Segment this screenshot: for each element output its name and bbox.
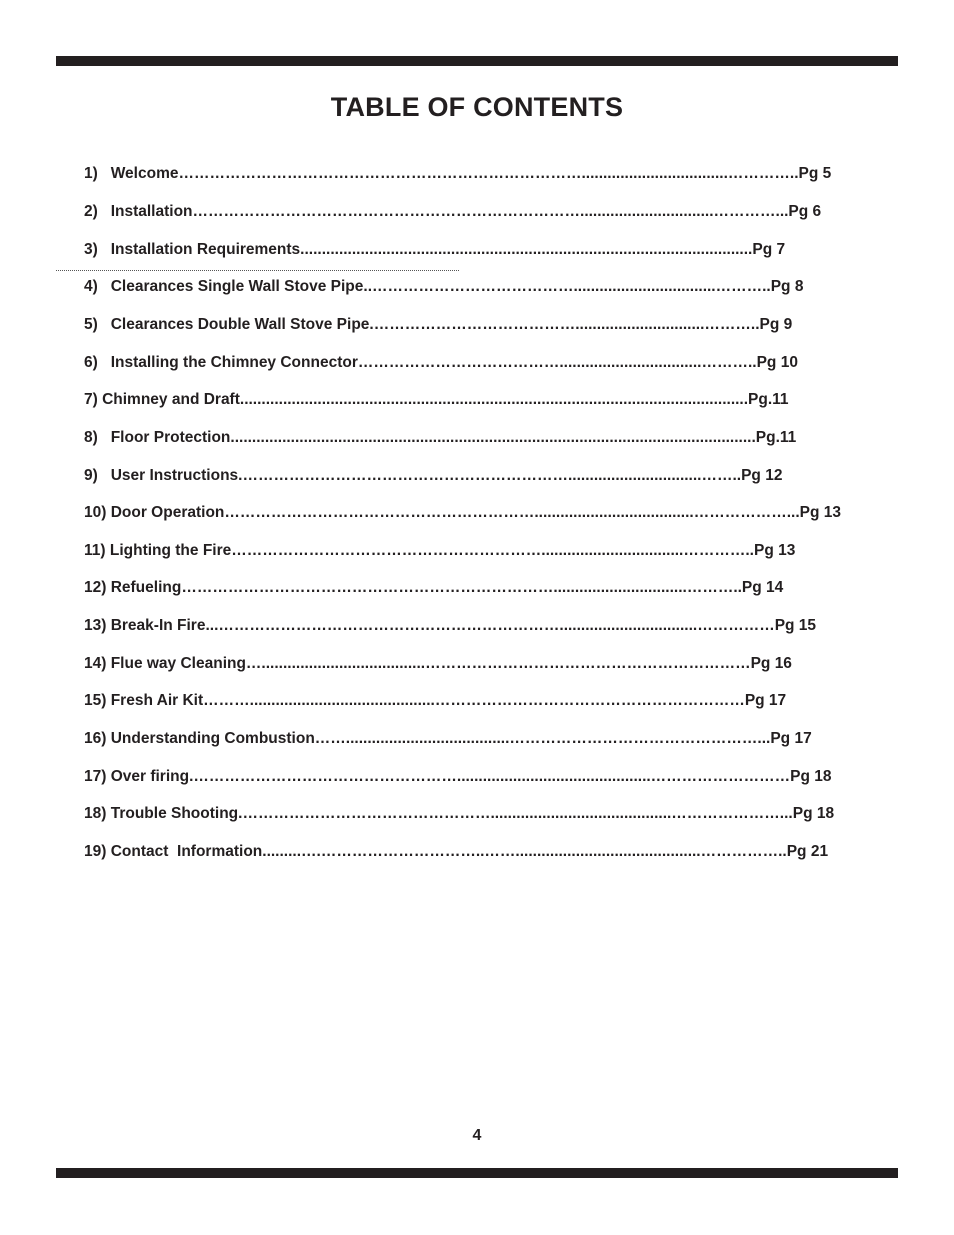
toc-entry-text: 8) Floor Protection..........................................................................................................................Pg.11 — [84, 429, 797, 446]
toc-entry-clearances-single-wall[interactable] — [84, 277, 863, 297]
toc-entry-understanding-combustion[interactable] — [84, 729, 883, 749]
toc-entry-text: 2) Installation…………………………………………………………………...............................…………...Pg 6 — [84, 203, 822, 220]
toc-entry-text: 17) Over firing.…………………………………………….............................................………………………Pg 18 — [84, 768, 832, 785]
toc-entry-lighting-fire[interactable] — [84, 541, 880, 561]
toc-entry-floor-protection[interactable] — [84, 428, 876, 448]
toc-entry-over-firing[interactable] — [84, 767, 884, 787]
toc-entry-text: 12) Refueling………………………………………………………………...............................………..Pg 14 — [84, 579, 784, 596]
toc-entry-text: 1) Welcome……………………………………………………………………..................................…………..Pg 5 — [84, 165, 832, 182]
toc-entry-chimney-draft[interactable] — [84, 390, 873, 410]
toc-entry-text: 11) Lighting the Fire…………………………………………………….................................…………..Pg 13 — [84, 542, 796, 559]
toc-entry-text: 5) Clearances Double Wall Stove Pipe.…………………………………..............................………..Pg 9 — [84, 316, 793, 333]
toc-entry-text: 13) Break-In Fire...…………………………………………………………................................……………Pg 15 — [84, 617, 817, 634]
toc-entry-text: 14) Flue way Cleaning…......................................………………………………………………………Pg 16 — [84, 655, 792, 672]
toc-entry-text: 9) User Instructions.………………………………………………………...............................……..Pg 12 — [84, 467, 783, 484]
toc-entry-text: 19) Contact Information.........….…………………………..……...........................................……………..Pg 21 — [84, 843, 829, 860]
toc-entry-contact-information[interactable] — [84, 842, 884, 862]
bottom-rule — [56, 1168, 898, 1178]
toc-entry-flue-way-cleaning[interactable] — [84, 654, 878, 674]
toc-entry-chimney-connector[interactable] — [84, 353, 874, 373]
toc-entry-text: 10) Door Operation…………………………………………………….....................................………………...Pg 13 — [84, 504, 841, 521]
toc-entry-user-instructions[interactable] — [84, 466, 884, 486]
page-number: 4 — [472, 1127, 482, 1144]
toc-entry-text: 4) Clearances Single Wall Stove Pipe..………………………………….................................………..Pg 8 — [84, 278, 804, 295]
toc-entry-refueling[interactable] — [84, 578, 880, 598]
toc-entry-break-in-fire[interactable] — [84, 616, 882, 636]
toc-entry-text: 15) Fresh Air Kit………...........................................……………………………………………………Pg 17 — [84, 692, 787, 709]
toc-entry-text: 18) Trouble Shooting.…………………………………………..........................................…………………...Pg 18 — [84, 805, 835, 822]
toc-entry-welcome[interactable] — [84, 164, 872, 184]
toc-entry-door-operation[interactable] — [84, 503, 881, 523]
dotted-divider — [56, 270, 459, 271]
toc-entry-text: 6) Installing the Chimney Connector………………………………….................................………..Pg 10 — [84, 354, 798, 371]
toc-entry-trouble-shooting[interactable] — [84, 804, 884, 824]
toc-entry-text: 7) Chimney and Draft......................................................................................................................Pg.11 — [84, 391, 789, 408]
toc-entry-installation[interactable] — [84, 202, 876, 222]
page-title: TABLE OF CONTENTS — [330, 92, 624, 122]
toc-entry-clearances-double-wall[interactable] — [84, 315, 865, 335]
toc-entry-fresh-air-kit[interactable] — [84, 691, 882, 711]
toc-entry-installation-requirements[interactable] — [84, 240, 868, 260]
top-rule — [56, 56, 898, 66]
toc-entry-text: 16) Understanding Combustion……......................................…………………………………………...Pg 17 — [84, 730, 812, 747]
toc-entry-text: 3) Installation Requirements.........................................................................................................Pg 7 — [84, 241, 786, 258]
